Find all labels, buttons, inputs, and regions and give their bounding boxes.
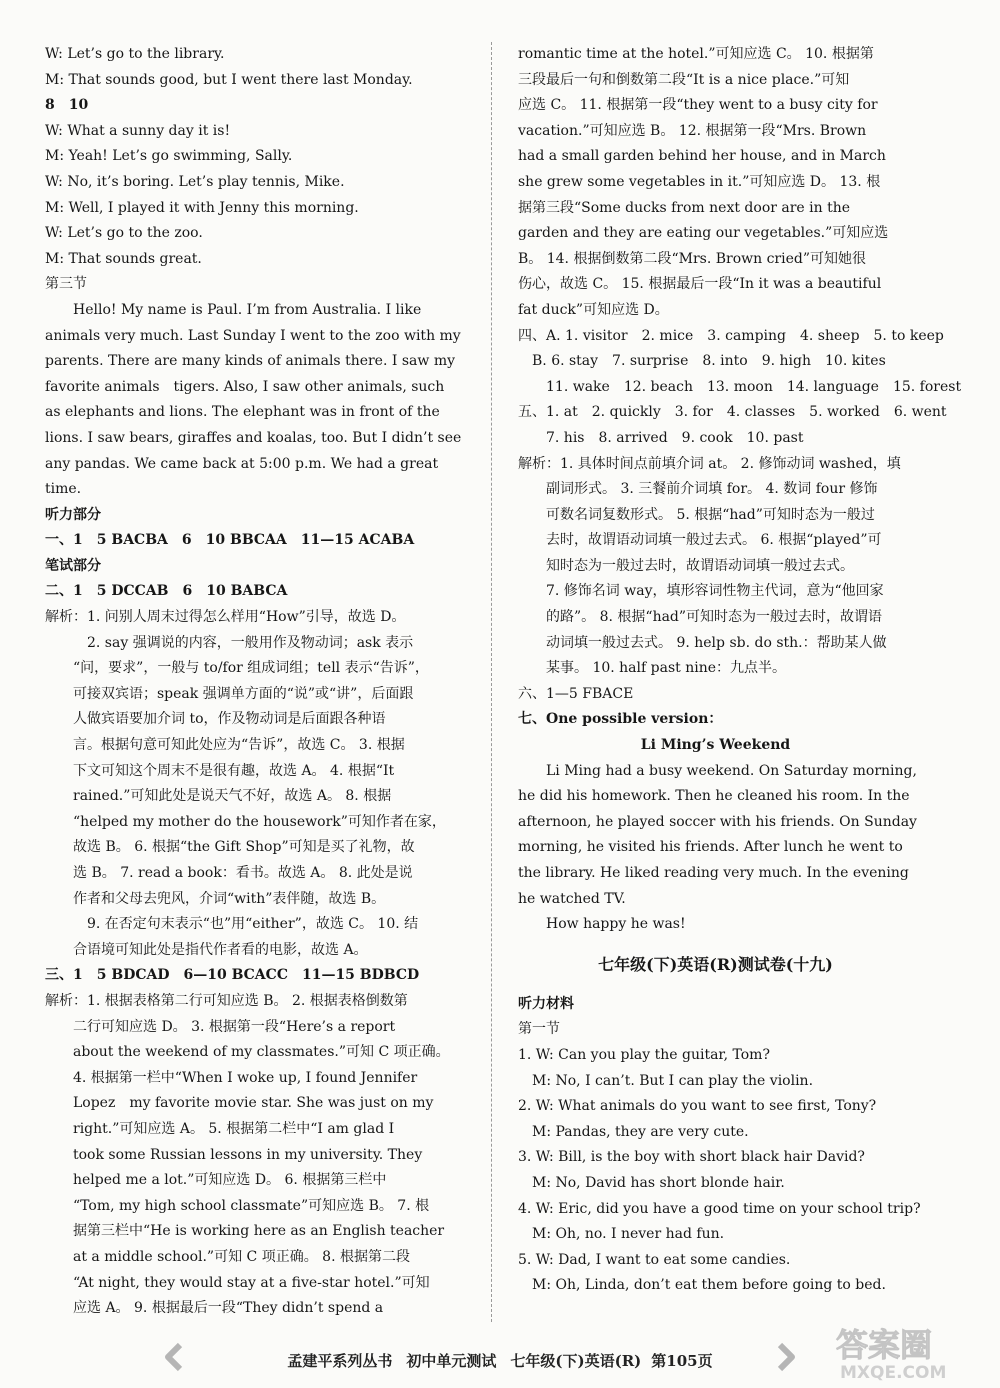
dialogue-line: 5. W: Dad, I want to eat some candies. <box>518 1251 791 1268</box>
text-line: M: Yeah! Let’s go swimming, Sally. <box>45 148 293 165</box>
dialogue-line: M: Oh, Linda, don’t eat them before going to bed. <box>518 1277 886 1294</box>
test-title: 七年级(下)英语(R)测试卷(十九) <box>598 954 833 974</box>
dialogue-line: M: Pandas, they are very cute. <box>518 1123 749 1140</box>
explanation-line: 解析：1. 具体时间点前填介词 at。 2. 修饰动词 washed，填 <box>518 455 901 472</box>
explanation-line: 据第三段“Some ducks from next door are in the <box>518 199 851 216</box>
explanation-line: 7. 修饰名词 way，填形容词性物主代词，意为“他回家 <box>518 583 884 600</box>
explanation-line: 解析：1. 问别人周末过得怎么样用“How”引导，故选 D。 <box>45 609 406 626</box>
explanation-line: romantic time at the hotel.”可知应选 C。 10. 根据第 <box>518 46 874 62</box>
explanation-line: 可接双宾语；speak 强调单方面的“说”或“讲”，后面跟 <box>45 685 414 702</box>
explanation-line: 应选 A。 9. 根据最后一段“They didn’t spend a <box>45 1300 384 1317</box>
explanation-line: 应选 C。 11. 根据第一段“they went to a busy city for <box>518 97 878 114</box>
answer-key: 五、1. at 2. quickly 3. for 4. classes 5. worked 6. went <box>518 404 947 421</box>
explanation-line: garden and they are eating our vegetables.”可知应选 <box>518 225 889 242</box>
text-line: W: Let’s go to the zoo. <box>45 225 203 242</box>
explanation-line: 下文可知这个周末不是很有趣，故选 A。 4. 根据“It <box>45 762 395 779</box>
dialogue-line: M: No, David has short blonde hair. <box>518 1174 785 1191</box>
essay-line: Li Ming had a busy weekend. On Saturday morning, <box>518 762 917 779</box>
right-column <box>518 42 962 1299</box>
text-line: M: Well, I played it with Jenny this morning. <box>45 199 359 216</box>
dialogue-line: M: No, I can’t. But I can play the violin. <box>518 1072 814 1089</box>
answer-key: 11. wake 12. beach 13. moon 14. language 15. forest <box>518 378 962 395</box>
dialogue-line: 2. W: What animals do you want to see first, Tony? <box>518 1098 877 1115</box>
chevron-right-icon <box>770 1342 800 1372</box>
explanation-line: right.”可知应选 A。 5. 根据第二栏中“I am glad I <box>45 1120 395 1137</box>
explanation-line: took some Russian lessons in my university. They <box>45 1146 423 1163</box>
essay-line: he did his homework. Then he cleaned his room. In the <box>518 788 910 805</box>
section-heading: 听力材料 <box>518 995 574 1012</box>
answer-key: B. 6. stay 7. surprise 8. into 9. high 10. kites <box>518 353 886 370</box>
explanation-line: “问，要求”，一般与 to/for 组成词组；tell 表示“告诉”， <box>45 660 429 677</box>
explanation-line: 伤心，故选 C。 15. 根据最后一段“In it was a beautiful <box>518 276 882 293</box>
explanation-line: “helped my mother do the housework”可知作者在家， <box>45 813 446 830</box>
explanation-line: 人做宾语要加介词 to，作及物动词是后面跟各种语 <box>45 711 386 728</box>
explanation-line: B。 14. 根据倒数第二段“Mrs. Brown cried”可知她很 <box>518 250 866 267</box>
explanation-line: 9. 在否定句末表示“也”用“either”，故选 C。 10. 结 <box>45 916 419 933</box>
explanation-line: had a small garden behind her house, and in March <box>518 148 886 165</box>
essay-line: the library. He liked reading very much. In the evening <box>518 865 909 881</box>
passage-line: Hello! My name is Paul. I’m from Australia. I like <box>45 301 422 318</box>
svg-text:MXQE.COM: MXQE.COM <box>840 1363 947 1383</box>
explanation-line: 4. 根据第一栏中“When I woke up, I found Jennifer <box>45 1069 418 1086</box>
essay-line: he watched TV. <box>518 890 626 907</box>
dialogue-line: 4. W: Eric, did you have a good time on your school trip? <box>518 1200 921 1217</box>
text-line: M: That sounds good, but I went there last Monday. <box>45 71 413 88</box>
explanation-line: 副词形式。 3. 三餐前介词填 for。 4. 数词 four 修饰 <box>518 481 878 498</box>
explanation-line: about the weekend of my classmates.”可知 C 项正确。 <box>45 1044 450 1061</box>
text-line: W: Let’s go to the library. <box>45 46 225 62</box>
essay-line: afternoon, he played soccer with his friends. On Sunday <box>518 813 917 830</box>
explanation-line: 三段最后一句和倒数第二段“It is a nice place.”可知 <box>518 71 850 88</box>
explanation-line: 去时，故谓语动词填一般过去式。 6. 根据“played”可 <box>518 532 882 549</box>
explanation-line: rained.”可知此处是说天气不好，故选 A。 8. 根据 <box>45 788 392 805</box>
svg-text:答案圈: 答案圈 <box>836 1326 933 1364</box>
explanation-line: she grew some vegetables in it.”可知应选 D。 13. 根 <box>518 173 881 190</box>
writing-heading: 七、One possible version： <box>518 711 723 728</box>
explanation-line: “Tom, my high school classmate”可知应选 B。 7. 根 <box>45 1197 430 1214</box>
explanation-line: 据第三栏中“He is working here as an English teacher <box>45 1223 445 1240</box>
explanation-line: 的路”。 8. 根据“had”可知时态为一般过去时，故谓语 <box>518 609 883 626</box>
passage-line: parents. There are many kinds of animals there. I saw my <box>45 353 455 370</box>
explanation-line: 言。根据句意可知此处应为“告诉”，故选 C。 3. 根据 <box>45 737 405 754</box>
explanation-line: “At night, they would stay at a five-star hotel.”可知 <box>45 1274 430 1291</box>
explanation-line: Lopez my favorite movie star. She was just on my <box>45 1095 434 1112</box>
left-column <box>45 42 465 1322</box>
passage-line: lions. I saw bears, giraffes and koalas, too. But I didn’t see <box>45 429 462 446</box>
explanation-line: 某事。 10. half past nine：九点半。 <box>518 660 787 677</box>
essay-line: morning, he visited his friends. After lunch he went to <box>518 839 903 856</box>
text-line: M: That sounds great. <box>45 250 202 267</box>
passage-line: animals very much. Last Sunday I went to the zoo with my <box>45 327 461 344</box>
explanation-line: vacation.”可知应选 B。 12. 根据第一段“Mrs. Brown <box>518 122 867 139</box>
explanation-line: at a middle school.”可知 C 项正确。 8. 根据第二段 <box>45 1248 410 1265</box>
answer-key: 7. his 8. arrived 9. cook 10. past <box>518 429 804 446</box>
passage-line: any pandas. We came back at 5:00 p.m. We had a great <box>45 455 439 472</box>
explanation-line: 故选 B。 6. 根据“the Gift Shop”可知是买了礼物，故 <box>45 839 415 856</box>
watermark-logo <box>830 1318 985 1384</box>
passage-line: time. <box>45 481 82 498</box>
explanation-line: 选 B。 7. read a book：看书。故选 A。 8. 此处是说 <box>45 865 413 881</box>
question-range: 8 10 <box>45 97 89 114</box>
explanation-line: fat duck”可知应选 D。 <box>518 301 669 318</box>
explanation-line: 合语境可知此处是指代作者看的电影，故选 A。 <box>45 941 368 958</box>
explanation-line: 作者和父母去兜风，介词“with”表伴随，故选 B。 <box>45 890 386 907</box>
dialogue-line: 3. W: Bill, is the boy with short black hair David? <box>518 1149 865 1166</box>
essay-line: How happy he was! <box>518 916 686 933</box>
explanation-line: 2. say 强调说的内容，一般用作及物动词；ask 表示 <box>45 634 414 651</box>
section-label: 第一节 <box>518 1021 560 1038</box>
answer-key: 六、1—5 FBACE <box>518 685 634 702</box>
page-number: 第105页 <box>651 1351 713 1370</box>
dialogue-line: 1. W: Can you play the guitar, Tom? <box>518 1046 770 1063</box>
passage-line: as elephants and lions. The elephant was in front of the <box>45 404 440 421</box>
footer-book: 初中单元测试 <box>406 1351 497 1370</box>
answer-key: 四、A. 1. visitor 2. mice 3. camping 4. sheep 5. to keep <box>518 327 944 344</box>
section-heading: 听力部分 <box>45 506 101 523</box>
footer-series: 孟建平系列丛书 <box>287 1351 393 1370</box>
column-divider <box>491 42 492 1322</box>
explanation-line: helped me a lot.”可知应选 D。 6. 根据第三栏中 <box>45 1172 387 1189</box>
answer-key: 二、1 5 DCCAB 6 10 BABCA <box>45 583 288 600</box>
explanation-line: 知时态为一般过去时，故谓语动词填一般过去式。 <box>518 557 854 574</box>
explanation-line: 可数名词复数形式。 5. 根据“had”可知时态为一般过 <box>518 506 875 523</box>
explanation-line: 二行可知应选 D。 3. 根据第一段“Here’s a report <box>45 1018 396 1035</box>
text-line: W: What a sunny day it is! <box>45 122 231 139</box>
explanation-line: 动词填一般过去式。 9. help sb. do sth.：帮助某人做 <box>518 634 887 651</box>
footer-grade: 七年级(下)英语(R) <box>510 1351 642 1370</box>
section-heading: 笔试部分 <box>45 557 101 574</box>
answer-key: 三、1 5 BDCAD 6—10 BCACC 11—15 BDBCD <box>45 967 420 984</box>
text-line: W: No, it’s boring. Let’s play tennis, Mike. <box>45 173 345 190</box>
dialogue-line: M: Oh, no. I never had fun. <box>518 1226 725 1243</box>
explanation-line: 解析：1. 根据表格第二行可知应选 B。 2. 根据表格倒数第 <box>45 992 408 1009</box>
answer-key: 一、1 5 BACBA 6 10 BBCAA 11—15 ACABA <box>45 532 415 549</box>
section-label: 第三节 <box>45 276 87 293</box>
passage-line: favorite animals tigers. Also, I saw other animals, such <box>45 378 445 395</box>
essay-title: Li Ming’s Weekend <box>640 737 791 754</box>
